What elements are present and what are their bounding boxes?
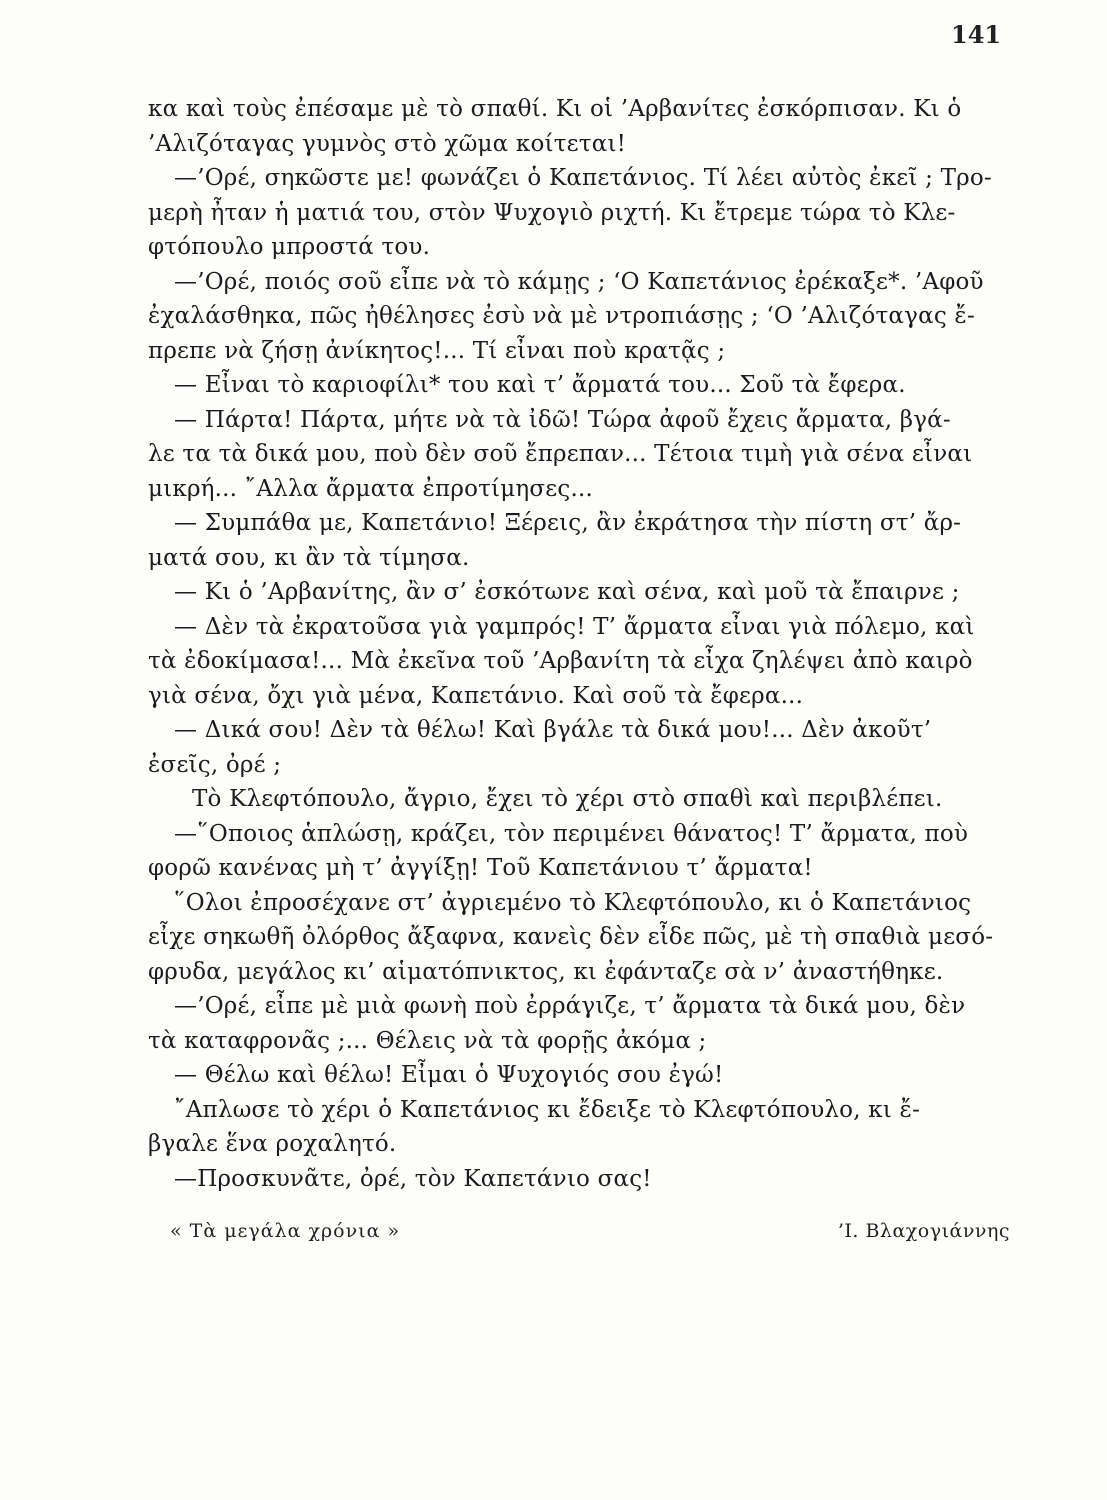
text-line: ἐχαλάσθηκα, πῶς ἠθέλησες ἐσὺ νὰ μὲ ντροπιάσῃς ; ‘Ο ’Αλιζόταγας ἔ- [148,303,975,329]
text-line: — Κι ὁ ’Αρβανίτης, ἂν σ’ ἐσκότωνε καὶ σένα, καὶ μοῦ τὰ ἔπαιρνε ; [174,579,960,605]
text-line: —Προσκυνᾶτε, ὀρέ, τὸν Καπετάνιο σας! [174,1165,652,1192]
text-line: λε τα τὰ δικά μου, ποὺ δὲν σοῦ ἔπρεπαν... Τέτοια τιμὴ γιὰ σένα εἶναι [148,441,973,467]
text-line: — Πάρτα! Πάρτα, μήτε νὰ τὰ ἰδῶ! Τώρα ἀφοῦ ἔχεις ἄρματα, βγά- [174,406,951,433]
page-number: 141 [951,20,1002,49]
text-line: εἶχε σηκωθῆ ὀλόρθος ἄξαφνα, κανεὶς δὲν εἶδε πῶς, μὲ τὴ σπαθιὰ μεσό- [148,924,994,950]
text-line: — Δὲν τὰ ἐκρατοῦσα γιὰ γαμπρός! Τ’ ἄρματα εἶναι γιὰ πόλεμο, καὶ [174,613,975,640]
text-line: ματά σου, κι ἂν τὰ τίμησα. [148,544,470,571]
text-line: — Θέλω καὶ θέλω! Εἶμαι ὁ Ψυχογιός σου ἐγώ! [174,1062,724,1088]
source-title: « Τὰ μεγάλα χρόνια » [170,1220,401,1242]
text-line: γιὰ σένα, ὄχι γιὰ μένα, Καπετάνιο. Καὶ σοῦ τὰ ἔφερα... [148,682,804,709]
text-line: ’Αλιζόταγας γυμνὸς στὸ χῶμα κοίτεται! [148,130,627,157]
text-line: πρεπε νὰ ζήσῃ ἀνίκητος!... Τί εἶναι ποὺ κρατᾷς ; [148,337,726,364]
text-line: μικρή... ῎Αλλα ἄρματα ἐπροτίμησες... [148,475,594,502]
text-line: —’Ορέ, ποιός σοῦ εἶπε νὰ τὸ κάμῃς ; ‘Ο Καπετάνιος ἐρέκαξε*. ’Αφοῦ [174,268,984,295]
text-line: βγαλε ἕνα ροχαλητό. [148,1131,397,1157]
text-line: τὰ καταφρονᾶς ;... Θέλεις νὰ τὰ φορῇς ἀκόμα ; [148,1027,707,1054]
text-line: —῞Οποιος ἁπλώσῃ, κράζει, τὸν περιμένει θάνατος! Τ’ ἄρματα, ποὺ [174,820,969,847]
text-line: — Εἶναι τὸ καριοφίλι* του καὶ τ’ ἄρματά του... Σοῦ τὰ ἔφερα. [174,372,906,398]
text-line: Τὸ Κλεφτόπουλο, ἄγριο, ἔχει τὸ χέρι στὸ σπαθὶ καὶ περιβλέπει. [192,786,943,812]
text-line: φτόπουλο μπροστά του. [148,234,431,260]
body-text [148,92,1010,1196]
text-line: μερὴ ἦταν ἡ ματιά του, στὸν Ψυχογιὸ ριχτή. Κι ἔτρεμε τώρα τὸ Κλε- [148,199,956,226]
text-line: — Συμπάθα με, Καπετάνιο! Ξέρεις, ἂν ἐκράτησα τὴν πίστη στ’ ἄρ- [174,510,962,536]
text-line: τὰ ἐδοκίμασα!... Μὰ ἐκεῖνα τοῦ ’Αρβανίτη τὰ εἶχα ζηλέψει ἀπὸ καιρὸ [148,648,973,674]
text-line: φορῶ κανένας μὴ τ’ ἀγγίξῃ! Τοῦ Καπετάνιου τ’ ἄρματα! [148,855,813,881]
text-line: — Δικά σου! Δὲν τὰ θέλω! Καὶ βγάλε τὰ δικά μου!... Δὲν ἀκοῦτ’ [174,717,932,743]
text-line: ῎Απλωσε τὸ χέρι ὁ Καπετάνιος κι ἔδειξε τὸ Κλεφτόπουλο, κι ἔ- [174,1096,921,1123]
text-line: —’Ορέ, σηκῶστε με! φωνάζει ὁ Καπετάνιος. Τί λέει αὐτὸς ἐκεῖ ; Τρο- [174,165,992,191]
text-line: κα καὶ τοὺς ἐπέσαμε μὲ τὸ σπαθί. Κι οἱ ’Αρβανίτες ἐσκόρπισαν. Κι ὁ [148,96,962,122]
text-line: φρυδα, μεγάλος κι’ αἱματόπνικτος, κι ἐφάνταζε σὰ ν’ ἀναστήθηκε. [148,958,944,985]
author-name: ’Ι. Βλαχογιάννης [837,1220,1010,1242]
text-line: —’Ορέ, εἶπε μὲ μιὰ φωνὴ ποὺ ἐρράγιζε, τ’ ἄρματα τὰ δικά μου, δὲν [174,993,966,1019]
text-line: ῞Ολοι ἐπροσέχανε στ’ ἀγριεμένο τὸ Κλεφτόπουλο, κι ὁ Καπετάνιος [174,889,972,916]
text-line: ἐσεῖς, ὀρέ ; [148,751,282,778]
